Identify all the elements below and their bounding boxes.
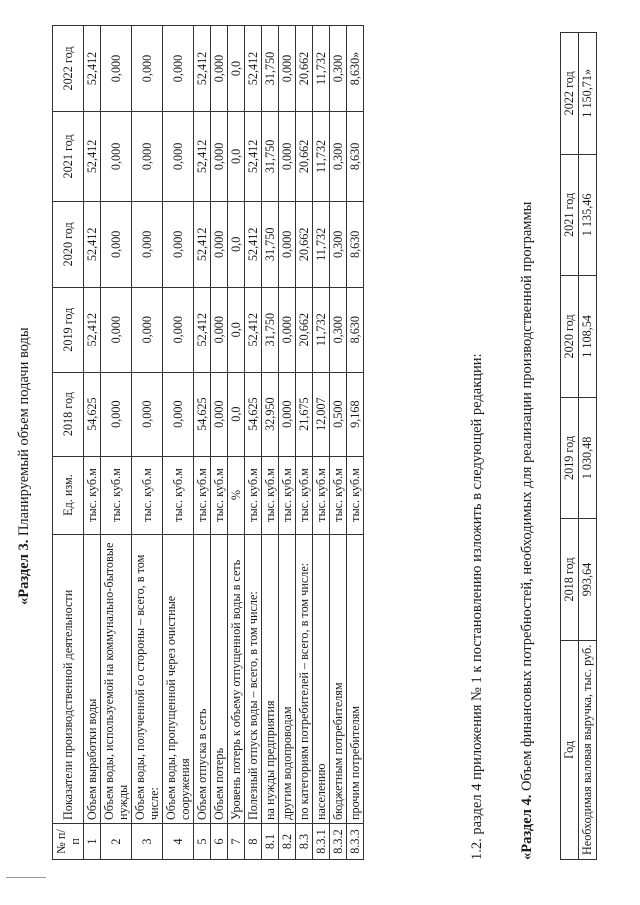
value-2022: 20,662: [296, 26, 313, 112]
value-2019: 52,412: [84, 287, 101, 372]
value-2018: 0,000: [279, 372, 296, 456]
value-2019: 0,000: [279, 287, 296, 372]
value-2021: 0,000: [132, 111, 163, 201]
value-2021: 0,000: [101, 111, 132, 201]
value-2018: 0,000: [211, 372, 228, 456]
row-indicator: Объем потерь: [211, 534, 228, 824]
header-2021: 2021 год: [53, 111, 84, 201]
row-unit: %: [228, 456, 245, 534]
table-row: [84, 26, 101, 860]
value-2021: 20,662: [296, 111, 313, 201]
table-row: [194, 26, 211, 860]
value-2018: 0,000: [101, 372, 132, 456]
value-2021: 1 135,46: [579, 154, 597, 276]
value-2021: 11,732: [313, 111, 330, 201]
value-2021: 52,412: [245, 111, 262, 201]
row-unit: тыс. куб.м: [279, 456, 296, 534]
row-indicator: другим водопроводам: [279, 534, 296, 824]
row-num: 8.3.1: [313, 824, 330, 860]
row-num: 3: [132, 824, 163, 860]
row-indicator: Необходимая валовая выручка, тыс. руб.: [579, 640, 597, 859]
table-row: [132, 26, 163, 860]
value-2022: 1 150,71»: [579, 33, 597, 155]
value-2021: 8,630: [347, 111, 364, 201]
value-2018: 0,000: [132, 372, 163, 456]
value-2022: 0,000: [211, 26, 228, 112]
section4-title-rest: Объем финансовых потребностей, необходимых для реализации производственной программы: [519, 201, 535, 795]
value-2018: 9,168: [347, 372, 364, 456]
row-indicator: Уровень потерь к объему отпущенной воды в сеть: [228, 534, 245, 824]
row-num: 7: [228, 824, 245, 860]
value-2018: 54,625: [245, 372, 262, 456]
row-indicator: Объем воды, полученной со стороны – всего, в том числе:: [132, 534, 163, 824]
table-row: [163, 26, 194, 860]
value-2019: 0,0: [228, 287, 245, 372]
value-2018: 993,64: [579, 519, 597, 641]
value-2021: 52,412: [194, 111, 211, 201]
table-row: [330, 26, 347, 860]
row-unit: тыс. куб.м: [84, 456, 101, 534]
row-num: 8.1: [262, 824, 279, 860]
financial-needs-table: [560, 32, 597, 860]
header-indicator: Показатели производственной деятельности: [53, 534, 84, 824]
value-2018: 54,625: [84, 372, 101, 456]
section3-title: [16, 327, 33, 605]
row-unit: тыс. куб.м: [132, 456, 163, 534]
table-row: [211, 26, 228, 860]
value-2021: 52,412: [84, 111, 101, 201]
table-header-row: [53, 26, 84, 860]
value-2020: 0,000: [279, 201, 296, 287]
header-2021: 2021 год: [561, 154, 579, 276]
value-2022: 0,0: [228, 26, 245, 112]
table-row: [279, 26, 296, 860]
table-row: [313, 26, 330, 860]
value-2019: 0,000: [163, 287, 194, 372]
value-2022: 8,630»: [347, 26, 364, 112]
value-2021: 0,000: [279, 111, 296, 201]
value-2019: 0,000: [132, 287, 163, 372]
value-2021: 0,000: [211, 111, 228, 201]
value-2018: 32,950: [262, 372, 279, 456]
value-2020: 0,000: [211, 201, 228, 287]
value-2019: 31,750: [262, 287, 279, 372]
row-indicator: по категориям потребителей – всего, в том числе:: [296, 534, 313, 824]
section3-title-rest: Планируемый объем подачи воды: [16, 327, 32, 540]
row-unit: тыс. куб.м: [296, 456, 313, 534]
value-2020: 0,300: [330, 201, 347, 287]
header-2019: 2019 год: [53, 287, 84, 372]
value-2020: 52,412: [194, 201, 211, 287]
value-2022: 0,000: [279, 26, 296, 112]
value-2019: 0,000: [211, 287, 228, 372]
table-row: [245, 26, 262, 860]
value-2020: 0,000: [132, 201, 163, 287]
value-2018: 0,0: [228, 372, 245, 456]
header-2018: 2018 год: [561, 519, 579, 641]
value-2021: 0,300: [330, 111, 347, 201]
amendment-paragraph: 1.2. раздел 4 приложения № 1 к постановлению изложить в следующей редакции:: [469, 353, 485, 860]
header-2022: 2022 год: [561, 33, 579, 155]
section4-title: [519, 202, 536, 860]
value-2020: 0,000: [101, 201, 132, 287]
row-indicator: Объем отпуска в сеть: [194, 534, 211, 824]
row-num: 5: [194, 824, 211, 860]
header-2022: 2022 год: [53, 26, 84, 112]
value-2022: 52,412: [84, 26, 101, 112]
value-2020: 1 108,54: [579, 276, 597, 398]
scan-edge-divider: [6, 877, 46, 878]
header-unit: Ед. изм.: [53, 456, 84, 534]
value-2020: 0,000: [163, 201, 194, 287]
row-unit: тыс. куб.м: [163, 456, 194, 534]
table-header-row: [561, 33, 579, 860]
row-indicator: Полезный отпуск воды – всего, в том числе:: [245, 534, 262, 824]
row-indicator: Объем воды, пропущенной через очистные сооружения: [163, 534, 194, 824]
water-volume-table: [52, 25, 364, 860]
row-unit: тыс. куб.м: [101, 456, 132, 534]
value-2022: 0,000: [163, 26, 194, 112]
value-2018: 0,000: [163, 372, 194, 456]
value-2022: 0,300: [330, 26, 347, 112]
section3-title-bold: «Раздел 3.: [16, 539, 32, 605]
value-2021: 31,750: [262, 111, 279, 201]
row-num: 8.3: [296, 824, 313, 860]
header-2019: 2019 год: [561, 397, 579, 519]
row-unit: тыс. куб.м: [330, 456, 347, 534]
row-num: 8.2: [279, 824, 296, 860]
value-2020: 20,662: [296, 201, 313, 287]
row-indicator: бюджетным потребителям: [330, 534, 347, 824]
value-2022: 0,000: [132, 26, 163, 112]
row-num: 4: [163, 824, 194, 860]
value-2022: 11,732: [313, 26, 330, 112]
table-row: [262, 26, 279, 860]
section4-title-bold: «Раздел 4.: [519, 794, 535, 860]
value-2021: 0,0: [228, 111, 245, 201]
value-2022: 52,412: [245, 26, 262, 112]
value-2018: 54,625: [194, 372, 211, 456]
row-unit: тыс. куб.м: [347, 456, 364, 534]
value-2019: 1 030,48: [579, 397, 597, 519]
table-row: [228, 26, 245, 860]
value-2020: 52,412: [84, 201, 101, 287]
header-year: Год: [561, 640, 579, 859]
value-2019: 11,732: [313, 287, 330, 372]
table-row: [347, 26, 364, 860]
value-2018: 21,675: [296, 372, 313, 456]
row-unit: тыс. куб.м: [211, 456, 228, 534]
row-unit: тыс. куб.м: [313, 456, 330, 534]
header-2020: 2020 год: [561, 276, 579, 398]
header-2020: 2020 год: [53, 201, 84, 287]
table-row: [296, 26, 313, 860]
value-2018: 12,007: [313, 372, 330, 456]
value-2021: 0,000: [163, 111, 194, 201]
value-2022: 0,000: [101, 26, 132, 112]
value-2020: 8,630: [347, 201, 364, 287]
row-unit: тыс. куб.м: [245, 456, 262, 534]
header-2018: 2018 год: [53, 372, 84, 456]
row-num: 8.3.3: [347, 824, 364, 860]
header-num: № п/п: [53, 824, 84, 860]
value-2020: 52,412: [245, 201, 262, 287]
value-2018: 0,500: [330, 372, 347, 456]
row-indicator: Объем выработки воды: [84, 534, 101, 824]
value-2022: 31,750: [262, 26, 279, 112]
table-row: [101, 26, 132, 860]
value-2020: 0,0: [228, 201, 245, 287]
value-2019: 0,000: [101, 287, 132, 372]
value-2020: 31,750: [262, 201, 279, 287]
row-unit: тыс. куб.м: [262, 456, 279, 534]
row-indicator: прочим потребителям: [347, 534, 364, 824]
value-2019: 52,412: [245, 287, 262, 372]
value-2019: 0,300: [330, 287, 347, 372]
row-indicator: Объем воды, используемой на коммунально-бытовые нужды: [101, 534, 132, 824]
row-indicator: на нужды предприятия: [262, 534, 279, 824]
row-num: 2: [101, 824, 132, 860]
row-indicator: населению: [313, 534, 330, 824]
value-2019: 20,662: [296, 287, 313, 372]
row-num: 6: [211, 824, 228, 860]
value-2019: 8,630: [347, 287, 364, 372]
row-num: 8.3.2: [330, 824, 347, 860]
row-unit: тыс. куб.м: [194, 456, 211, 534]
table-row: [579, 33, 597, 860]
row-num: 1: [84, 824, 101, 860]
row-num: 8: [245, 824, 262, 860]
value-2020: 11,732: [313, 201, 330, 287]
value-2022: 52,412: [194, 26, 211, 112]
value-2019: 52,412: [194, 287, 211, 372]
